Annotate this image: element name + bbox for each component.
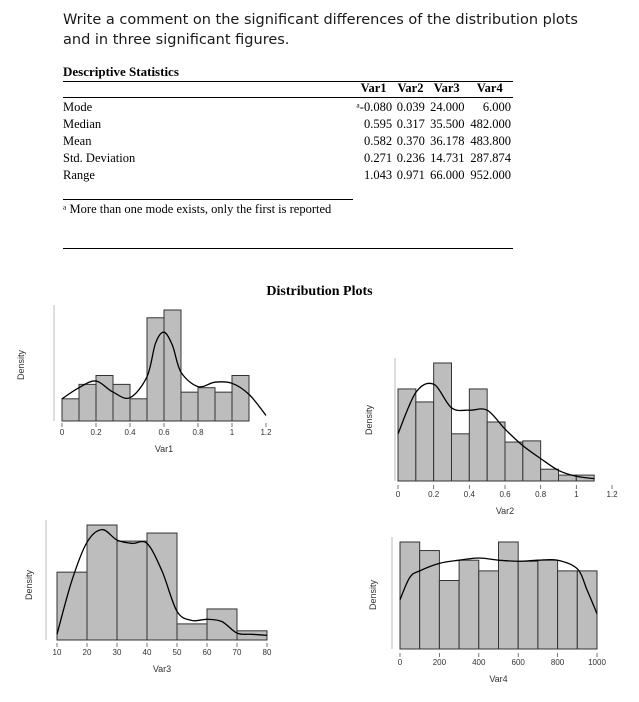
- header-cell: Var4: [476, 81, 503, 95]
- y-axis-label: Density: [16, 349, 26, 381]
- cell: 0.595: [363, 117, 393, 131]
- x-axis-label: Var3: [152, 664, 172, 674]
- header-cell: Var1: [360, 81, 387, 95]
- cell: 24.000: [430, 100, 465, 114]
- row-label: Std. Deviation: [63, 151, 136, 165]
- header-cell: [63, 80, 353, 98]
- histogram-bar: [479, 571, 499, 649]
- cell: ᵃ-0.080: [356, 100, 393, 114]
- header-cell: Var2: [397, 81, 424, 95]
- row-label: Range: [63, 168, 95, 182]
- histogram-bar: [87, 525, 117, 640]
- histogram-bar: [434, 363, 452, 481]
- x-axis-label: Var4: [489, 674, 508, 684]
- x-tick-label: 0.6: [158, 428, 170, 437]
- question-text: Write a comment on the significant differences of the distribution plots and in three significant figures.: [63, 12, 578, 48]
- histogram-bar: [523, 441, 541, 481]
- x-tick-label: 0.4: [124, 428, 136, 437]
- cell: 0.039: [396, 100, 425, 114]
- x-tick-label: 600: [511, 658, 525, 667]
- table-footnote: ᵃ More than one mode exists, only the first is reported: [63, 202, 332, 216]
- histogram-bar: [398, 389, 416, 481]
- x-tick-label: 0.2: [428, 490, 440, 499]
- cell: 66.000: [430, 168, 465, 182]
- x-tick-label: 10: [52, 648, 62, 657]
- histogram-var1: [14, 300, 274, 470]
- x-tick-label: 1000: [588, 658, 606, 667]
- cell: 35.500: [430, 117, 465, 131]
- histogram-bar: [518, 561, 538, 649]
- cell: 287.874: [470, 151, 511, 165]
- histogram-bar: [117, 541, 147, 640]
- cell: 0.971: [396, 168, 425, 182]
- histogram-bar: [577, 571, 597, 649]
- histogram-bar: [499, 542, 519, 649]
- cell: 36.178: [430, 134, 465, 148]
- histogram-bar: [538, 560, 558, 649]
- table-row: [63, 116, 513, 133]
- cell: 482.000: [470, 117, 511, 131]
- x-axis-label: Var2: [495, 506, 515, 516]
- x-tick-label: 1.2: [260, 428, 272, 437]
- table-row: [63, 133, 513, 150]
- stats-title: Descriptive Statistics: [63, 64, 179, 79]
- histogram-bar: [469, 389, 487, 481]
- table-header-row: [63, 80, 513, 98]
- histogram-bar: [113, 384, 130, 421]
- cell: 1.043: [363, 168, 393, 182]
- table-row: [63, 167, 513, 184]
- table-bottom-rule: [63, 248, 513, 249]
- histogram-bar: [79, 384, 96, 421]
- footnote-rule: [63, 199, 353, 200]
- x-tick-label: 0: [59, 428, 65, 437]
- cell: 0.370: [396, 134, 425, 148]
- histogram-bar: [420, 551, 440, 649]
- histogram-bar: [130, 399, 147, 421]
- histogram-bar: [541, 469, 559, 481]
- x-tick-label: 800: [550, 658, 565, 667]
- x-tick-label: 1: [229, 428, 235, 437]
- x-tick-label: 0.2: [90, 428, 102, 437]
- histogram-bar: [62, 399, 79, 421]
- cell: 0.271: [363, 151, 393, 165]
- x-tick-label: 0.8: [192, 428, 204, 437]
- x-tick-label: 60: [202, 648, 212, 657]
- histogram-bar: [198, 388, 215, 421]
- x-tick-label: 40: [142, 648, 152, 657]
- cell: 14.731: [430, 151, 465, 165]
- x-tick-label: 30: [112, 648, 122, 657]
- histogram-bar: [416, 402, 434, 481]
- x-tick-label: 200: [432, 658, 447, 667]
- table-row: [63, 99, 513, 116]
- histogram-bar: [177, 624, 207, 640]
- histogram-bar: [505, 442, 523, 481]
- cell: 0.317: [396, 117, 425, 131]
- x-tick-label: 20: [82, 648, 92, 657]
- histogram-bar: [439, 581, 459, 649]
- header-cell: Var3: [433, 81, 460, 95]
- histogram-bar: [452, 434, 470, 481]
- cell: 0.236: [396, 151, 425, 165]
- y-axis-label: Density: [364, 404, 374, 436]
- distribution-title: Distribution Plots: [266, 284, 373, 299]
- histogram-bar: [400, 542, 420, 649]
- table-row: [63, 150, 513, 167]
- y-axis-label: Density: [368, 579, 378, 611]
- x-tick-label: 1: [574, 490, 579, 499]
- x-tick-label: 0.6: [499, 490, 511, 499]
- histogram-bar: [207, 609, 237, 640]
- descriptive-statistics-table: [63, 80, 513, 184]
- y-axis-label: Density: [24, 569, 34, 601]
- histogram-bar: [459, 560, 479, 649]
- x-axis-label: Var1: [154, 444, 174, 454]
- histogram-bar: [215, 392, 232, 421]
- cell: 952.000: [470, 168, 511, 182]
- row-label: Mean: [63, 134, 92, 148]
- x-tick-label: 80: [262, 648, 272, 657]
- histogram-var2: [360, 350, 630, 530]
- x-tick-label: 70: [232, 648, 242, 657]
- x-tick-label: 0: [395, 490, 401, 499]
- histogram-bar: [558, 571, 578, 649]
- x-tick-label: 0.8: [535, 490, 547, 499]
- histogram-var4: [360, 530, 620, 700]
- x-tick-label: 50: [172, 648, 182, 657]
- histogram-var3: [16, 510, 286, 690]
- histogram-bar: [487, 422, 505, 481]
- row-label: Mode: [63, 100, 93, 114]
- histogram-bar: [181, 392, 198, 421]
- row-label: Median: [63, 117, 102, 131]
- x-tick-label: 0.4: [463, 490, 475, 499]
- cell: 483.800: [470, 134, 511, 148]
- x-tick-label: 1.2: [606, 490, 618, 499]
- histogram-bar: [232, 375, 249, 421]
- cell: 0.582: [363, 134, 393, 148]
- x-tick-label: 0: [397, 658, 403, 667]
- x-tick-label: 400: [472, 658, 486, 667]
- cell: 6.000: [482, 100, 511, 114]
